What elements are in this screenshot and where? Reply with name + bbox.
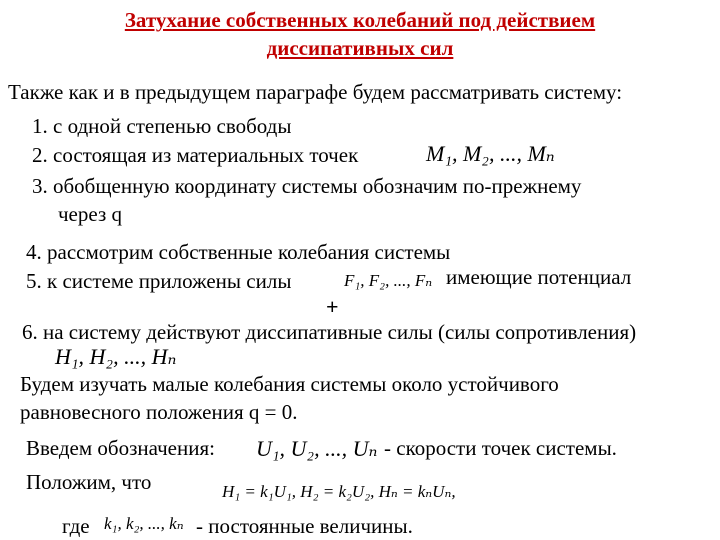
item-4: 4. рассмотрим собственные колебания системы bbox=[26, 240, 451, 264]
forces-formula: F₁, F₂, ..., Fₙ bbox=[344, 271, 433, 290]
notation-label: Введем обозначения: bbox=[26, 436, 215, 460]
item-3-line2: через q bbox=[58, 202, 123, 226]
item-6: 6. на систему действуют диссипативные силы (силы сопротивления) bbox=[22, 320, 637, 344]
study-line1: Будем изучать малые колебания системы около устойчивого bbox=[20, 372, 559, 396]
slide-title-line2: диссипативных сил bbox=[266, 36, 454, 60]
velocities-formula: U₁, U₂, ..., Uₙ bbox=[256, 436, 378, 461]
where-label: где bbox=[62, 514, 90, 538]
where-desc: - постоянные величины. bbox=[196, 514, 413, 538]
item-1: 1. с одной степенью свободы bbox=[32, 114, 292, 138]
slide-title-line1: Затухание собственных колебаний под действием bbox=[124, 8, 596, 32]
intro-text: Также как и в предыдущем параграфе будем рассматривать систему: bbox=[8, 80, 623, 104]
item-5-suffix: имеющие потенциал bbox=[446, 265, 632, 289]
dissipative-formula: H₁, H₂, ..., Hₙ bbox=[55, 344, 177, 369]
study-line2: равновесного положения q = 0. bbox=[20, 400, 298, 424]
resistance-formula: H₁ = k₁U₁, H₂ = k₂U₂, Hₙ = kₙUₙ, bbox=[222, 482, 456, 501]
constants-formula: k₁, k₂, ..., kₙ bbox=[104, 514, 184, 533]
item-5-prefix: 5. к системе приложены силы bbox=[26, 269, 292, 293]
notation-desc: - скорости точек системы. bbox=[384, 436, 617, 460]
suppose-label: Положим, что bbox=[26, 470, 152, 494]
plus-sign: + bbox=[326, 294, 339, 319]
item-3-line1: 3. обобщенную координату системы обозначим по-прежнему bbox=[32, 174, 582, 198]
item-2: 2. состоящая из материальных точек bbox=[32, 143, 359, 167]
points-formula: M₁, M₂, ..., Mₙ bbox=[426, 141, 555, 166]
